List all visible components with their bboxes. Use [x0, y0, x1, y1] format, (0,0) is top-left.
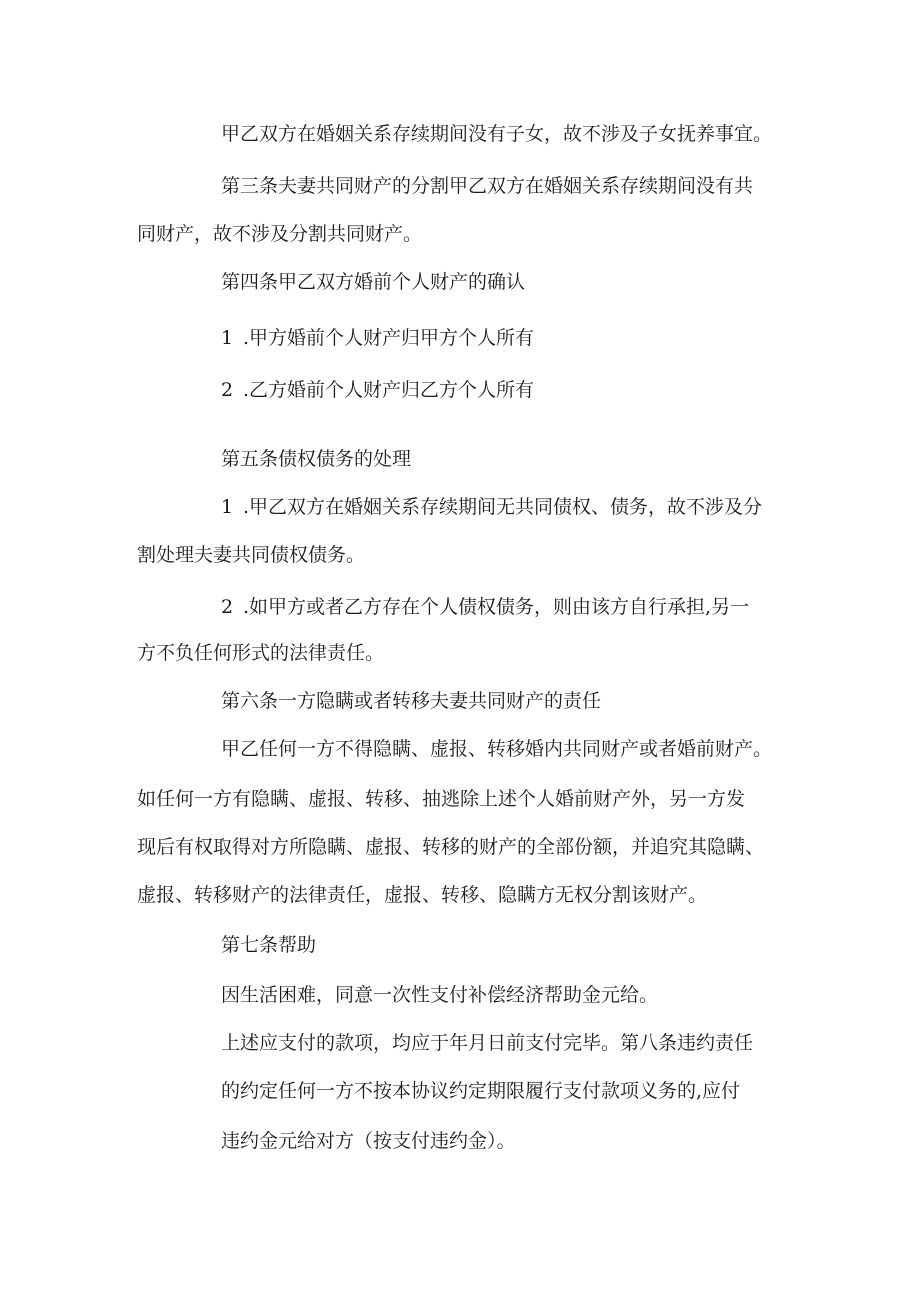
- article-6-line-4: 虚报、转移财产的法律责任，虚报、转移、隐瞒方无权分割该财产。: [137, 884, 708, 906]
- article-7-line-3: 的约定任何一方不按本协议约定期限履行支付款项义务的,应付: [221, 1080, 741, 1102]
- article-5-item-1-line-1: [221, 494, 762, 520]
- article-5-heading: 第五条债权债务的处理: [221, 448, 412, 470]
- article-7-line-2: 上述应支付的款项，均应于年月日前支付完毕。第八条违约责任: [221, 1032, 754, 1054]
- article-3-line-2: 同财产，故不涉及分割共同财产。: [137, 223, 423, 245]
- article-6-heading: 第六条一方隐瞒或者转移夫妻共同财产的责任: [221, 690, 602, 712]
- item-number: 1: [221, 327, 234, 349]
- article-3-line-1: 第三条夫妻共同财产的分割甲乙双方在婚姻关系存续期间没有共: [221, 175, 754, 197]
- article-7-heading: 第七条帮助: [221, 934, 317, 956]
- item-text: .甲乙双方在婚姻关系存续期间无共同债权、债务，故不涉及分: [243, 496, 763, 518]
- item-text: .乙方婚前个人财产归乙方个人所有: [243, 379, 535, 401]
- article-6-line-2: 如任何一方有隐瞒、虚报、转移、抽逃除上述个人婚前财产外，另一方发: [137, 788, 746, 810]
- article-4-item-1: [221, 325, 534, 351]
- item-text: .如甲方或者乙方存在个人债权债务，则由该方自行承担,另一: [243, 596, 750, 618]
- article-5-item-2-line-2: 方不负任何形式的法律责任。: [137, 642, 385, 664]
- article-5-item-2-line-1: [221, 594, 749, 620]
- article-4-item-2: [221, 377, 534, 403]
- article-7-line-4: 违约金元给对方（按支付违约金）。: [221, 1130, 516, 1152]
- article-7-line-1: 因生活困难，同意一次性支付补偿经济帮助金元给。: [221, 984, 659, 1006]
- item-number: 2: [221, 379, 234, 401]
- item-number: 2: [221, 596, 234, 618]
- item-number: 1: [221, 496, 234, 518]
- article-5-item-1-line-2: 割处理夫妻共同债权债务。: [137, 544, 366, 566]
- article-4-heading: 第四条甲乙双方婚前个人财产的确认: [221, 271, 526, 293]
- item-text: .甲方婚前个人财产归甲方个人所有: [243, 327, 535, 349]
- article-6-line-1: 甲乙任何一方不得隐瞒、虚报、转移婚内共同财产或者婚前财产。: [221, 738, 773, 760]
- paragraph-no-children: 甲乙双方在婚姻关系存续期间没有子女，故不涉及子女抚养事宜。: [221, 123, 773, 145]
- article-6-line-3: 现后有权取得对方所隐瞒、虚报、转移的财产的全部份额，并追究其隐瞒、: [137, 836, 765, 858]
